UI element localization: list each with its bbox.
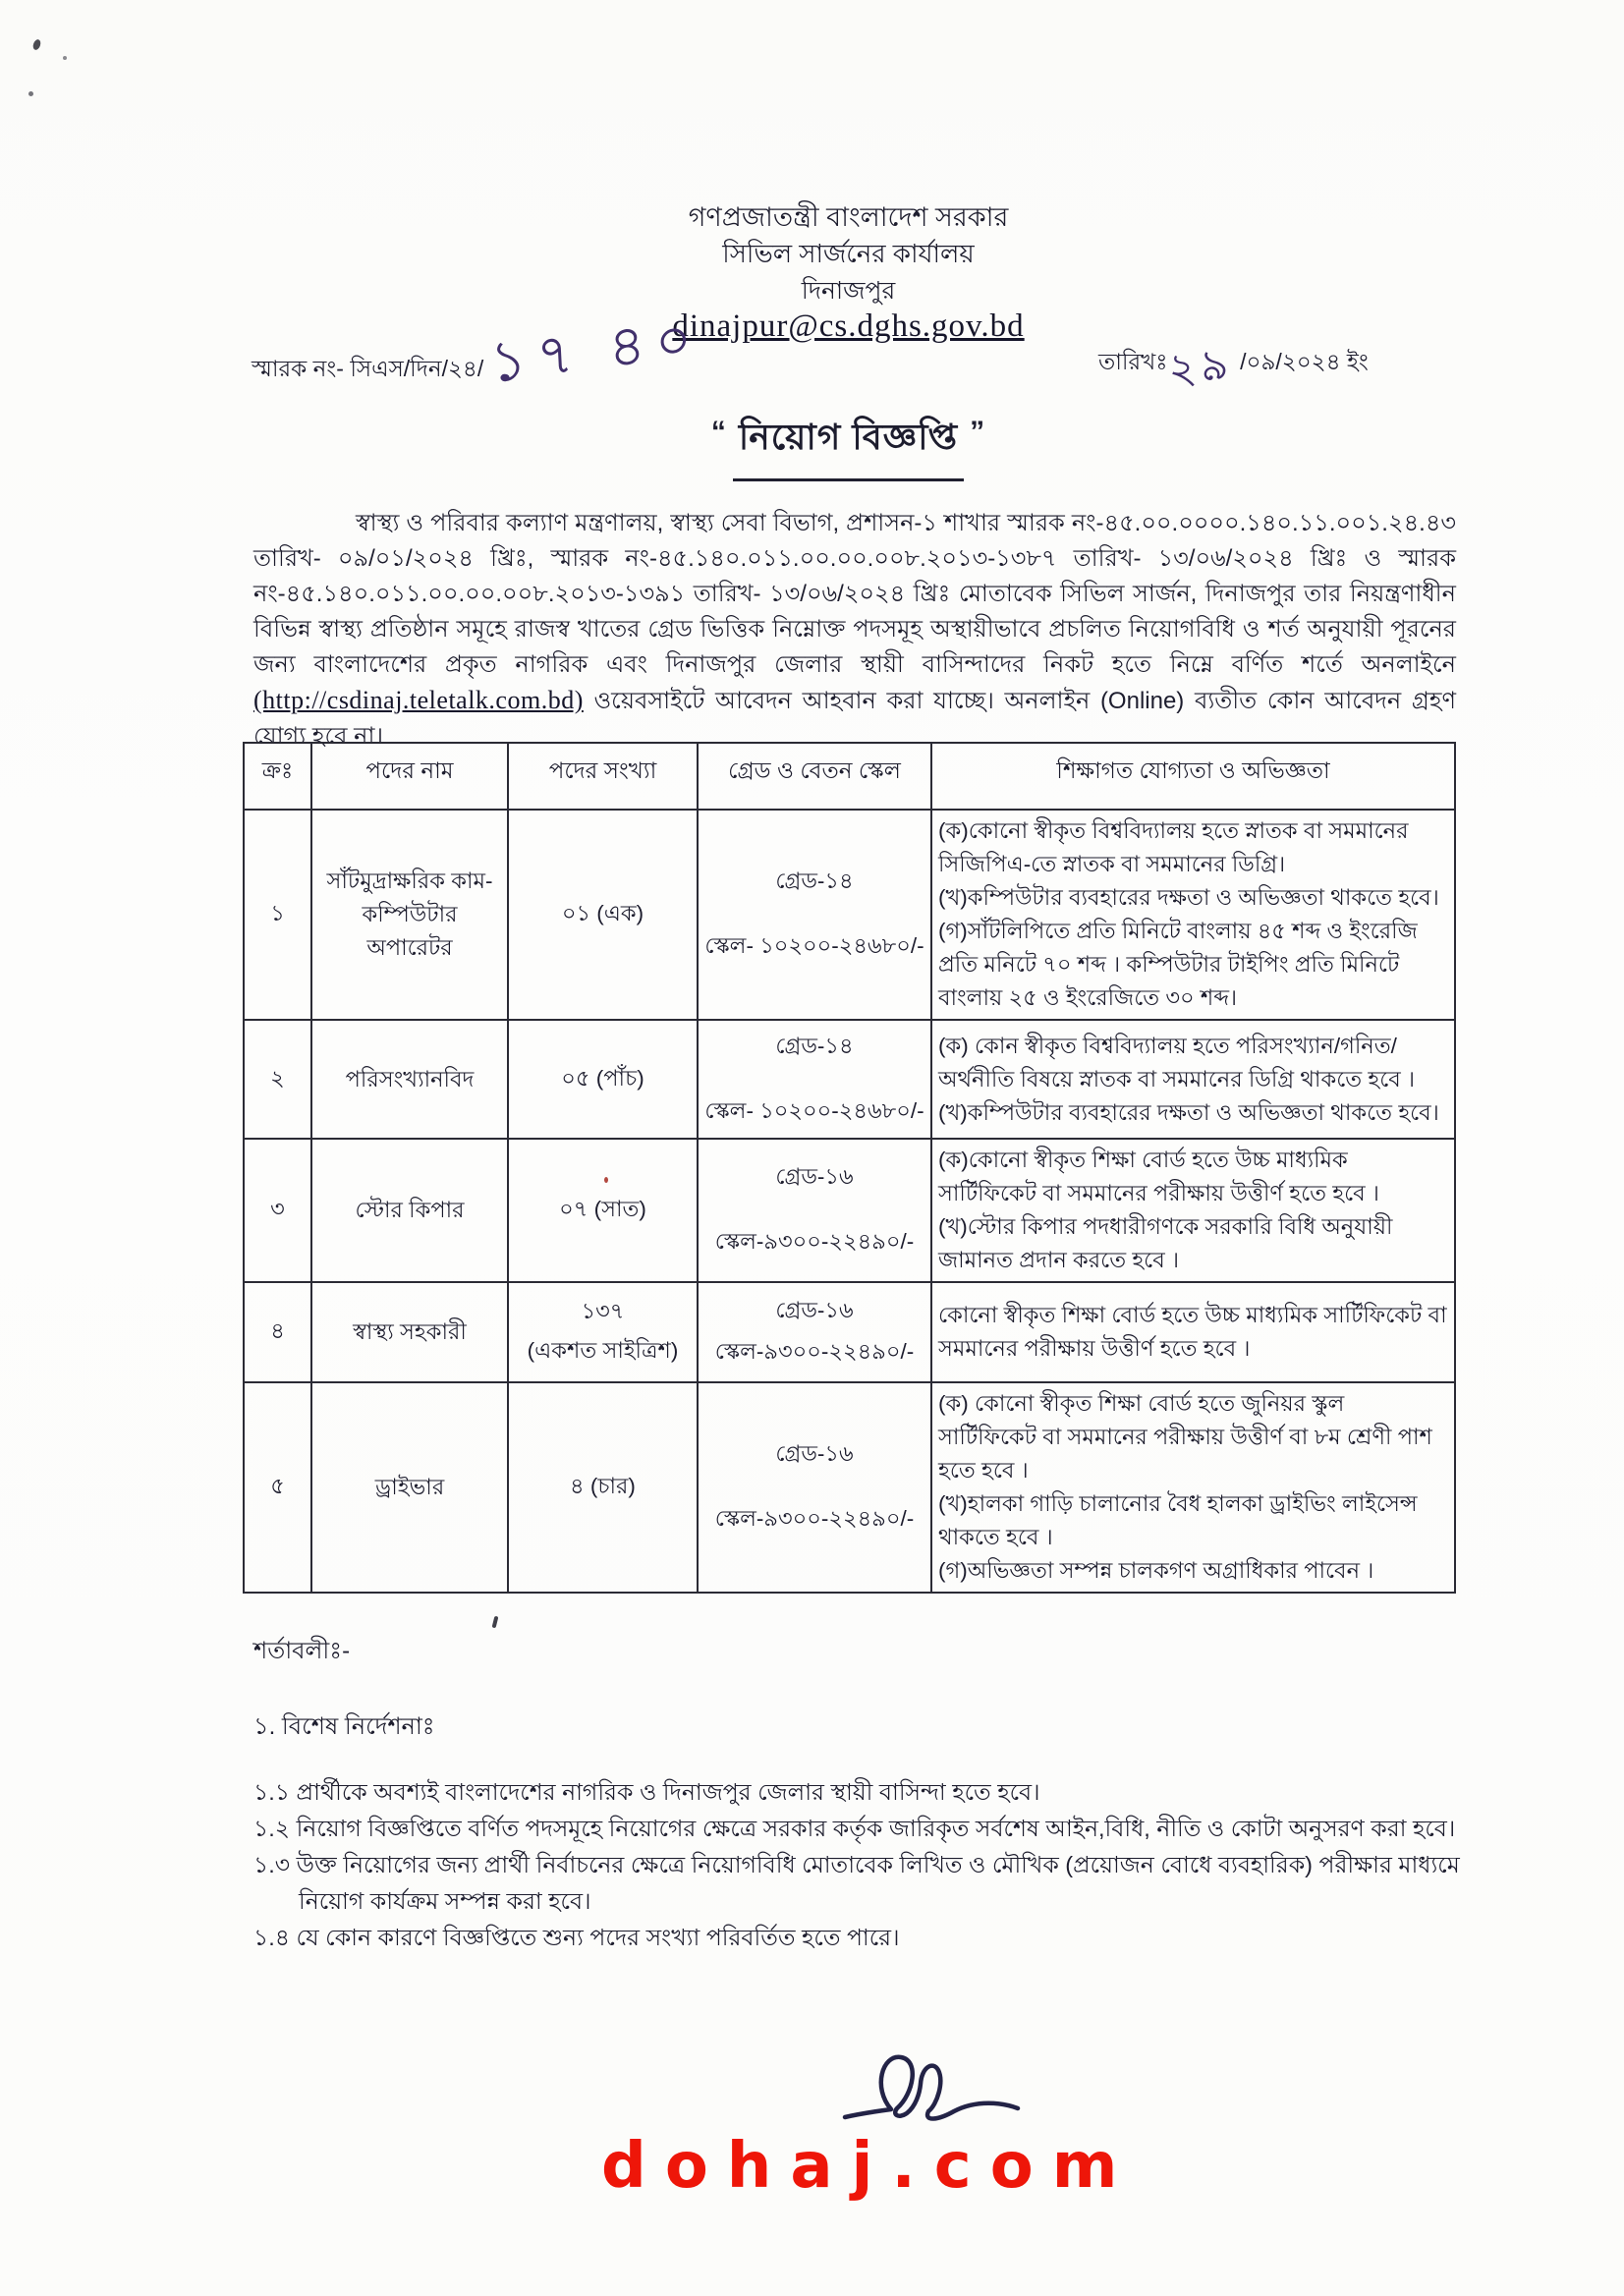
conditions-heading: শর্তাবলীঃ- — [253, 1638, 351, 1664]
grade-value: গ্রেড-১৬ — [775, 1164, 854, 1189]
grade-value: গ্রেড-১৪ — [775, 1033, 854, 1058]
intro-text-after-link: ওয়েবসাইটে আবেদন আহবান করা যাচ্ছে। অনলাইন (Online) ব্যতীত কোন আবেদন গ্রহণ যোগ্য হবে না। — [253, 688, 1456, 750]
table-header-row — [244, 743, 1455, 810]
intro-text-before-link: স্বাস্থ্য ও পরিবার কল্যাণ মন্ত্রণালয়, স্বাস্থ্য সেবা বিভাগ, প্রশাসন-১ শাখার স্মারক নং-৪৫.০০.০০০০.১৪০.১১.০০১.২৪.৪৩ তারিখ- ০৯/০১/২০২৪ খ্রিঃ, স্মারক নং-৪৫.১৪০.০১১.০০.০০.০০৮.২০১৩-১৩৮৭ তারিখ- ১৩/০৬/২০২৪ খ্রিঃ ও স্মারক নং-৪৫.১৪০.০১১.০০.০০.০০৮.২০১৩-১৩৯১ তারিখ- ১৩/০৬/২০২৪ খ্রিঃ মোতাবেক সিভিল সার্জন, দিনাজপুর তার নিয়ন্ত্রণাধীন বিভিন্ন স্বাস্থ্য প্রতিষ্ঠান সমূহে রাজস্ব খাতের গ্রেড ভিত্তিক নিম্নোক্ত পদসমূহ অস্থায়ীভাবে প্রচলিত নিয়োগবিধি ও শর্ত অনুযায়ী পূরনের জন্য বাংলাদেশের প্রকৃত নাগরিক এবং দিনাজপুর জেলার স্থায়ী বাসিন্দাদের নিকট হতে নিম্নে বর্ণিত শর্তে অনলাইনে — [253, 510, 1456, 678]
cell-serial: ১ — [244, 810, 311, 1020]
notice-title — [243, 411, 1454, 481]
office-name: সিভিল সার্জনের কার্যালয় — [722, 239, 975, 269]
letterhead — [243, 202, 1454, 346]
cell-post-count: ৪ (চার) — [508, 1382, 698, 1593]
cell-qualification — [931, 1020, 1455, 1139]
date-rest: /০৯/২০২৪ ইং — [1240, 349, 1369, 374]
signature-scribble — [837, 2048, 1034, 2156]
cell-post-name: স্টোর কিপার — [311, 1139, 508, 1282]
table-row — [244, 810, 1455, 1020]
cell-grade-scale — [698, 810, 931, 1020]
cell-serial: ২ — [244, 1020, 311, 1139]
special-instructions-heading: ১. বিশেষ নির্দেশনাঃ — [253, 1713, 435, 1740]
cell-grade-scale — [698, 1020, 931, 1139]
grade-value: গ্রেড-১৬ — [775, 1441, 854, 1466]
scale-value: স্কেল- ১০২০০-২৪৬৮০/- — [704, 1097, 924, 1123]
cell-qualification — [931, 1139, 1455, 1282]
table-row — [244, 1382, 1455, 1593]
scan-speck — [31, 38, 41, 51]
cell-grade-scale — [698, 1282, 931, 1382]
grade-value: গ্রেড-১৪ — [775, 868, 854, 893]
col-header-post-name: পদের নাম — [311, 743, 508, 810]
qualification-line: (গ)অভিজ্ঞতা সম্পন্ন চালকগণ অগ্রাধিকার পাবেন । — [938, 1558, 1374, 1583]
scale-value: স্কেল-৯৩০০-২২৪৯০/- — [714, 1229, 915, 1254]
cell-post-count: ০১ (এক) — [508, 810, 698, 1020]
condition-item: ১.৩ উক্ত নিয়োগের জন্য প্রার্থী নির্বাচনের ক্ষেত্রে নিয়োগবিধি মোতাবেক লিখিত ও মৌখিক (প্রয়োজন বোধে ব্যবহারিক) পরীক্ষার মাধ্যমে নিয়োগ কার্যক্রম সম্পন্ন করা হবে। — [253, 1852, 1460, 1914]
cell-grade-scale — [698, 1382, 931, 1593]
cell-grade-scale — [698, 1139, 931, 1282]
memo-number-handwritten: ১৭ ৪০ — [488, 305, 703, 396]
grade-value: গ্রেড-১৬ — [775, 1298, 854, 1322]
cell-post-name: ড্রাইভার — [311, 1382, 508, 1593]
qualification-line: (ক)কোনো স্বীকৃত বিশ্ববিদ্যালয় হতে স্নাতক বা সমমানের সিজিপিএ-তে স্নাতক বা সমমানের ডিগ্রি। — [938, 818, 1409, 876]
scale-value: স্কেল- ১০২০০-২৪৬৮০/- — [704, 933, 924, 958]
qualification-line: (ক)কোনো স্বীকৃত শিক্ষা বোর্ড হতে উচ্চ মাধ্যমিক সার্টিফিকেট বা সমমানের পরীক্ষায় উত্তীর্ণ হতে হবে । — [938, 1148, 1379, 1205]
government-name: গণপ্রজাতন্ত্রী বাংলাদেশ সরকার — [688, 202, 1009, 232]
condition-item: ১.২ নিয়োগ বিজ্ঞপ্তিতে বর্ণিত পদসমূহে নিয়োগের ক্ষেত্রে সরকার কর্তৃক জারিকৃত সর্বশেষ আইন,বিধি, নীতি ও কোটা অনুসরণ করা হবে। — [253, 1816, 1456, 1841]
district-name: দিনাজপুর — [801, 276, 896, 305]
table-row — [244, 1282, 1455, 1382]
post-count-number: ১৩৭ — [581, 1299, 625, 1323]
post-count-words: (একশত সাইত্রিশ) — [527, 1338, 679, 1363]
col-header-serial: ক্রঃ — [244, 743, 311, 810]
notice-title-text: নিয়োগ বিজ্ঞপ্তি — [733, 411, 964, 481]
cell-serial: ৫ — [244, 1382, 311, 1593]
col-header-grade-scale: গ্রেড ও বেতন স্কেল — [698, 743, 931, 810]
cell-serial: ৩ — [244, 1139, 311, 1282]
conditions-list — [253, 1774, 1460, 1956]
table-row — [244, 1139, 1455, 1282]
condition-item: ১.৪ যে কোন কারণে বিজ্ঞপ্তিতে শুন্য পদের সংখ্যা পরিবর্তিত হতে পারে। — [253, 1925, 900, 1950]
scale-value: স্কেল-৯৩০০-২২৪৯০/- — [714, 1339, 915, 1364]
qualification-line: (খ)কম্পিউটার ব্যবহারের দক্ষতা ও অভিজ্ঞতা থাকতে হবে। — [938, 885, 1439, 910]
cell-qualification — [931, 810, 1455, 1020]
date-day-handwritten: ২৯ — [1165, 339, 1235, 395]
scan-speck — [492, 1616, 499, 1629]
cell-post-count: ০৭ (সাত) — [508, 1139, 698, 1282]
cell-post-name: সাঁটমুদ্রাক্ষরিক কাম- কম্পিউটার অপারেটর — [311, 810, 508, 1020]
cell-post-count — [508, 1282, 698, 1382]
qualification-line: (খ)স্টোর কিপার পদধারীগণকে সরকারি বিধি অনুযায়ী জামানত প্রদান করতে হবে । — [938, 1214, 1393, 1272]
scan-speck — [28, 91, 33, 96]
cell-post-name: পরিসংখ্যানবিদ — [311, 1020, 508, 1139]
cell-post-name: স্বাস্থ্য সহকারী — [311, 1282, 508, 1382]
col-header-post-count: পদের সংখ্যা — [508, 743, 698, 810]
qualification-line: (ক) কোনো স্বীকৃত শিক্ষা বোর্ড হতে জুনিয়র স্কুল সার্টিফিকেট বা সমমানের পরীক্ষায় উত্তীর্ণ বা ৮ম শ্রেণী পাশ হতে হবে । — [938, 1391, 1432, 1483]
conditions-section — [253, 1633, 1460, 1956]
qualification-line: (গ)সাঁটলিপিতে প্রতি মিনিটে বাংলায় ৪৫ শব্দ ও ইংরেজি প্রতি মনিটে ৭০ শব্দ । কম্পিউটার টাইপিং প্রতি মিনিটে বাংলায় ২৫ ও ইংরেজিতে ৩০ শব্দ। — [938, 919, 1418, 1010]
office-email-link[interactable]: dinajpur@cs.dghs.gov.bd — [672, 308, 1025, 344]
vacancy-table — [243, 742, 1456, 1594]
qualification-line: (খ)হালকা গাড়ি চালানোর বৈধ হালকা ড্রাইভিং লাইসেন্স থাকতে হবে । — [938, 1491, 1418, 1549]
intro-paragraph — [253, 506, 1456, 755]
dohaj-watermark: dohaj.com — [601, 2130, 1137, 2203]
scale-value: স্কেল-৯৩০০-২২৪৯০/- — [714, 1506, 915, 1531]
qualification-line: (ক) কোন স্বীকৃত বিশ্ববিদ্যালয় হতে পরিসংখ্যান/গনিত/ অর্থনীতি বিষয়ে স্নাতক বা সমমানের ডিগ্রি থাকতে হবে । — [938, 1033, 1416, 1092]
condition-item: ১.১ প্রার্থীকে অবশ্যই বাংলাদেশের নাগরিক ও দিনাজপুর জেলার স্থায়ী বাসিন্দা হতে হবে। — [253, 1779, 1040, 1805]
cell-post-count: ০৫ (পাঁচ) — [508, 1020, 698, 1139]
table-row — [244, 1020, 1455, 1139]
scan-speck — [63, 56, 67, 60]
application-website-link[interactable]: (http://csdinaj.teletalk.com.bd) — [253, 686, 584, 714]
date-line — [1098, 339, 1369, 395]
cell-qualification — [931, 1382, 1455, 1593]
memo-number-label: স্মারক নং- সিএস/দিন/২৪/ — [252, 356, 484, 381]
cell-serial: ৪ — [244, 1282, 311, 1382]
close-quote: ” — [970, 416, 986, 448]
col-header-qualification: শিক্ষাগত যোগ্যতা ও অভিজ্ঞতা — [931, 743, 1455, 810]
open-quote: “ — [710, 416, 727, 448]
cell-qualification — [931, 1282, 1455, 1382]
date-label: তারিখঃ — [1098, 349, 1168, 374]
qualification-line: (খ)কম্পিউটার ব্যবহারের দক্ষতা ও অভিজ্ঞতা থাকতে হবে। — [938, 1099, 1439, 1125]
qualification-line: কোনো স্বীকৃত শিক্ষা বোর্ড হতে উচ্চ মাধ্যমিক সার্টিফিকেট বা সমমানের পরীক্ষায় উত্তীর্ণ হতে হবে । — [938, 1303, 1447, 1361]
